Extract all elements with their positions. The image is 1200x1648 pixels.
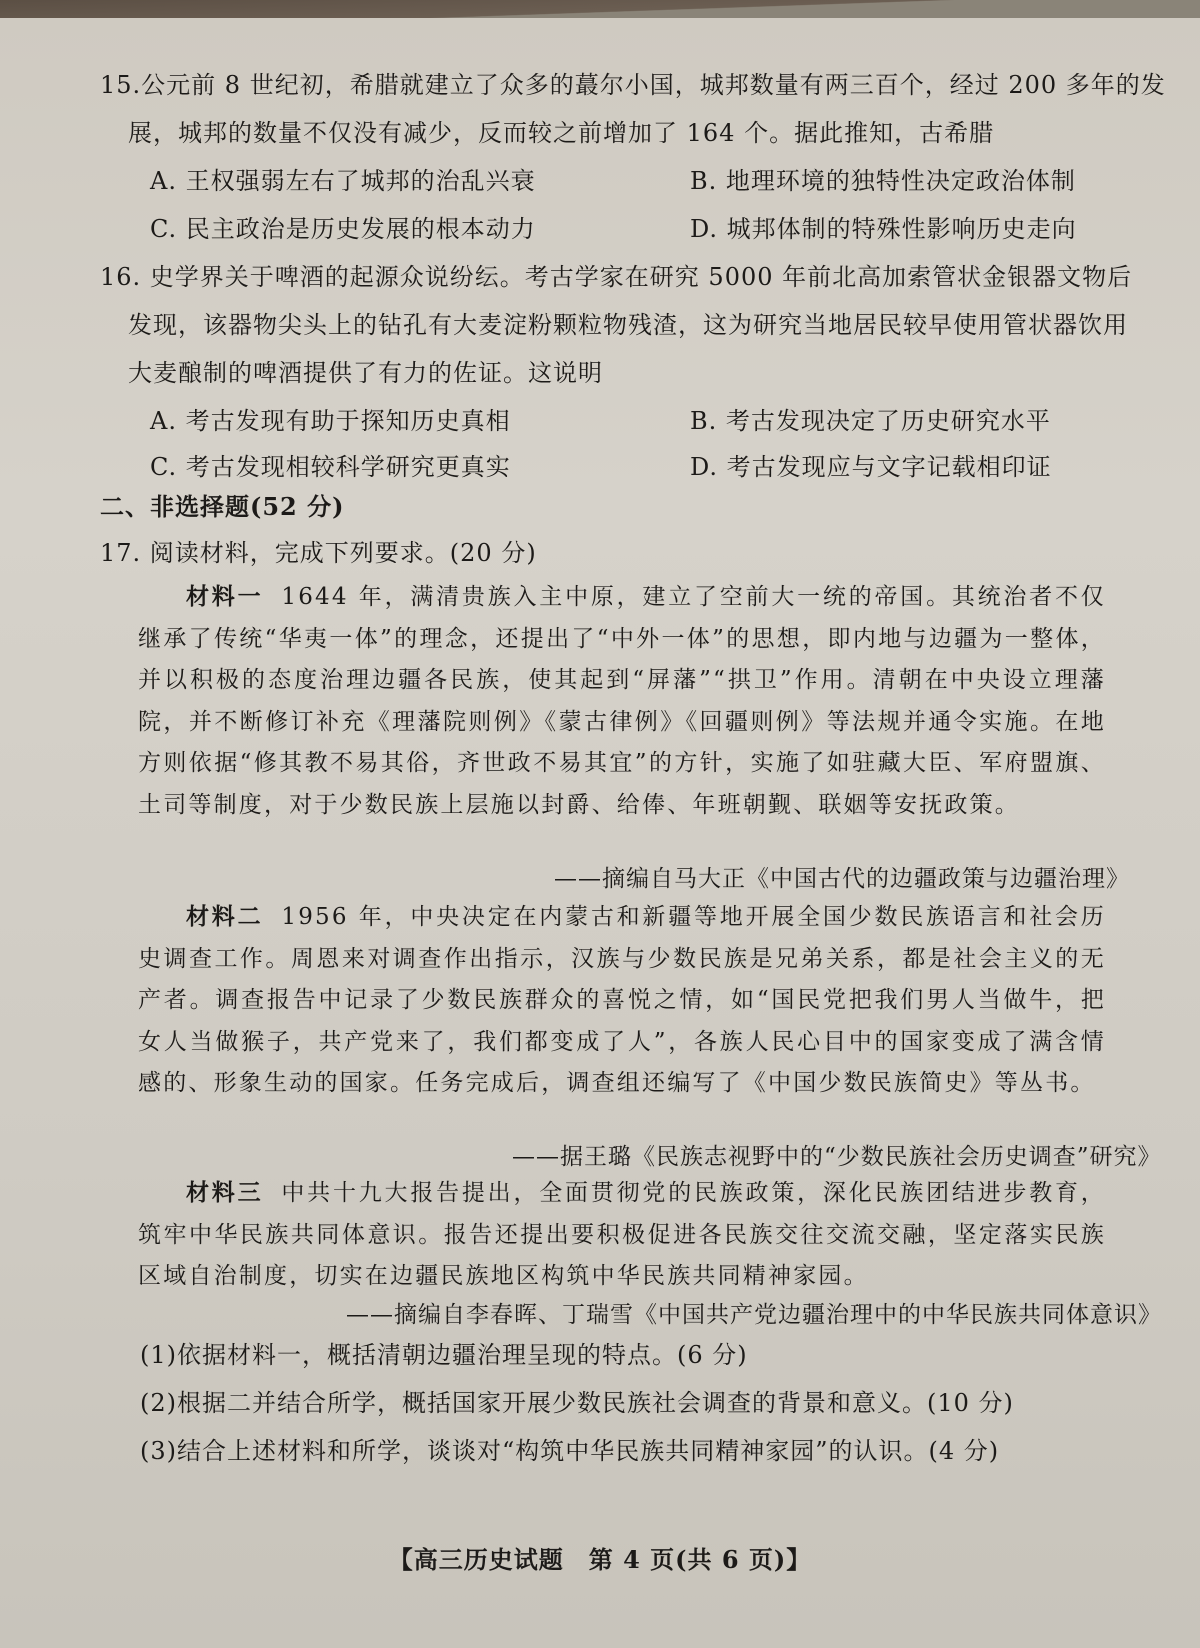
q15-option-b: B. 地理环境的独特性决定政治体制 [690,167,1076,195]
material-3 [138,1172,1106,1298]
q17-subquestion-1: (1)依据材料一，概括清朝边疆治理呈现的特点。(6 分) [140,1341,748,1369]
material-1 [138,576,1106,826]
page-footer: 【高三历史试题 第 4 页(共 6 页)】 [388,1545,812,1574]
q16-option-c: C. 考古发现相较科学研究更真实 [150,453,511,481]
q15-option-c: C. 民主政治是历史发展的根本动力 [150,215,536,243]
q17-intro: 17. 阅读材料，完成下列要求。(20 分) [100,539,537,567]
q16-stem-line2: 发现，该器物尖头上的钻孔有大麦淀粉颗粒物残渣，这为研究当地居民较早使用管状器饮用 [128,311,1128,339]
q16-stem-line3: 大麦酿制的啤酒提供了有力的佐证。这说明 [128,359,603,387]
q16-option-d: D. 考古发现应与文字记载相印证 [690,453,1052,481]
q16-option-a: A. 考古发现有助于探知历史真相 [150,407,511,435]
q17-subquestion-3: (3)结合上述材料和所学，谈谈对“构筑中华民族共同精神家园”的认识。(4 分) [140,1437,1000,1465]
q15-stem-line2: 展，城邦的数量不仅没有减少，反而较之前增加了 164 个。据此推知，古希腊 [128,119,995,147]
material-2-label: 材料二 [186,903,264,930]
material-1-source: ——摘编自马大正《中国古代的边疆政策与边疆治理》 [554,866,1130,892]
material-3-text: 中共十九大报告提出，全面贯彻党的民族政策，深化民族团结进步教育，筑牢中华民族共同体意识。报告还提出要积极促进各民族交往交流交融，坚定落实民族区域自治制度，切实在边疆民族地区构筑中华民族共同精神家园。 [138,1180,1106,1289]
material-2-text: 1956 年，中央决定在内蒙古和新疆等地开展全国少数民族语言和社会历史调查工作。周恩来对调查作出指示，汉族与少数民族是兄弟关系，都是社会主义的无产者。调查报告中记录了少数民族群众的喜悦之情，如“国民党把我们男人当做牛，把女人当做猴子，共产党来了，我们都变成了人”，各族人民心目中的国家变成了满含情感的、形象生动的国家。任务完成后，调查组还编写了《中国少数民族简史》等丛书。 [138,904,1106,1096]
q17-subquestion-2: (2)根据二并结合所学，概括国家开展少数民族社会调查的背景和意义。(10 分) [140,1389,1014,1417]
material-2 [138,896,1106,1105]
material-3-source: ——摘编自李春晖、丁瑞雪《中国共产党边疆治理中的中华民族共同体意识》 [346,1302,1162,1328]
material-1-label: 材料一 [186,583,264,610]
q16-option-b: B. 考古发现决定了历史研究水平 [690,407,1051,435]
q15-option-a: A. 王权强弱左右了城邦的治乱兴衰 [150,167,536,195]
q15-stem-line1: 15.公元前 8 世纪初，希腊就建立了众多的蕞尔小国，城邦数量有两三百个，经过 200 多年的发 [100,71,1166,99]
material-3-label: 材料三 [186,1179,264,1206]
material-2-source: ——据王璐《民族志视野中的“少数民族社会历史调查”研究》 [512,1144,1162,1170]
section-heading: 二、非选择题(52 分) [100,492,345,521]
q16-stem-line1: 16. 史学界关于啤酒的起源众说纷纭。考古学家在研究 5000 年前北高加索管状金银器文物后 [100,263,1133,291]
q15-option-d: D. 城邦体制的特殊性影响历史走向 [690,215,1077,243]
material-1-text: 1644 年，满清贵族入主中原，建立了空前大一统的帝国。其统治者不仅继承了传统“华夷一体”的理念，还提出了“中外一体”的思想，即内地与边疆为一整体，并以积极的态度治理边疆各民族，使其起到“屏藩”“拱卫”作用。清朝在中央设立理藩院，并不断修订补充《理藩院则例》《蒙古律例》《回疆则例》等法规并通令实施。在地方则依据“修其教不易其俗，齐世政不易其宜”的方针，实施了如驻藏大臣、军府盟旗、土司等制度，对于少数民族上层施以封爵、给俸、年班朝觐、联姻等安抚政策。 [138,584,1106,818]
exam-page [0,18,1200,1648]
